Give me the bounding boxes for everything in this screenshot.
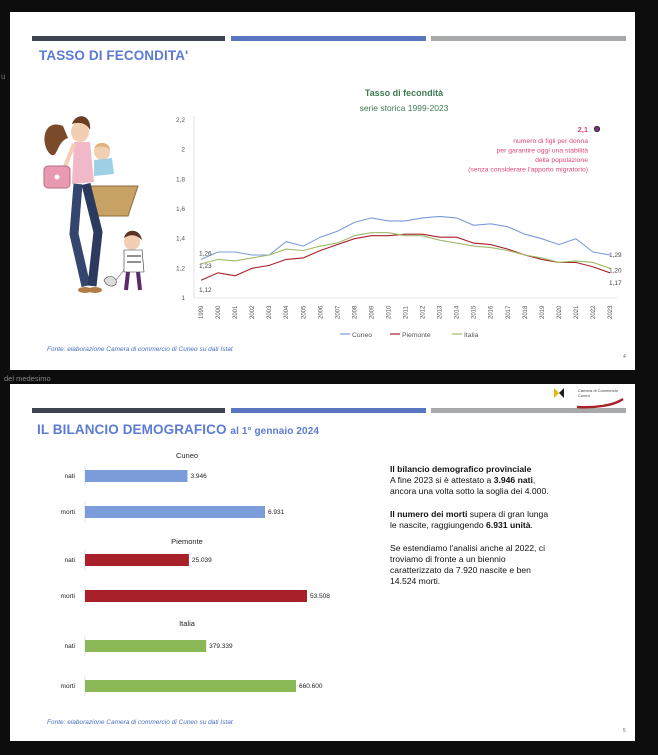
- category-label: morti: [60, 683, 75, 690]
- text: A fine 2023 si è attestato a: [390, 475, 494, 485]
- category-label: morti: [60, 509, 75, 516]
- x-tick-label: 2005: [301, 305, 308, 319]
- data-label: 379.339: [209, 643, 233, 650]
- text-bold: Il numero dei morti: [390, 509, 468, 519]
- bar-chart-title: Piemonte: [171, 537, 203, 546]
- x-tick-label: 2018: [522, 305, 529, 319]
- logo-emblem-icon: [553, 387, 565, 399]
- logo-swoosh-icon: [577, 399, 625, 408]
- annotation-text: numero di figli per donna: [513, 138, 588, 145]
- source-note: Fonte: elaborazione Camera di commercio di Cuneo su dati Istat: [47, 719, 233, 726]
- category-label: nati: [64, 557, 75, 564]
- x-tick-label: 2012: [420, 305, 427, 319]
- background-fragment-u: u: [1, 72, 6, 81]
- fertility-line-chart: [10, 12, 635, 370]
- start-value-label: 1,26: [199, 250, 212, 258]
- x-tick-label: 2004: [284, 305, 291, 319]
- bar-piemonte-nati: [85, 554, 189, 566]
- x-tick-label: 2010: [386, 305, 393, 319]
- x-tick-label: 2021: [573, 305, 580, 319]
- y-tick-label: 1: [181, 295, 185, 302]
- x-tick-label: 2014: [454, 305, 461, 319]
- bar-chart-title: Cuneo: [175, 451, 199, 460]
- analysis-text: [390, 464, 550, 599]
- end-value-label: 1,20: [609, 267, 622, 275]
- data-label: 6.931: [268, 509, 285, 516]
- annotation-text: per garantire oggi una stabilità: [496, 147, 588, 155]
- x-tick-label: 2016: [488, 305, 495, 319]
- text: , ancora una volta sotto la soglia dei 4.000.: [390, 475, 549, 496]
- chart-subtitle: serie storica 1999-2023: [359, 103, 449, 113]
- x-tick-label: 2022: [590, 305, 597, 319]
- x-tick-label: 2000: [216, 305, 223, 319]
- category-label: morti: [60, 593, 75, 600]
- chamber-logo: [553, 386, 625, 408]
- x-tick-label: 2017: [505, 305, 512, 319]
- x-tick-label: 2007: [335, 305, 342, 319]
- page-number: 5: [623, 728, 626, 734]
- slide-title-date: al 1° gennaio 2024: [230, 426, 320, 437]
- slide-fecondita: [10, 12, 635, 370]
- text-bold: 3.946 nati: [493, 475, 533, 485]
- y-tick-label: 1,4: [175, 235, 185, 243]
- paragraph-3: Se estendiamo l'analisi anche al 2022, ci troviamo di fronte a un biennio caratterizzato da 7.920 nascite e ben 14.524 morti.: [390, 543, 545, 586]
- chart-title: Tasso di fecondità: [364, 88, 444, 98]
- page-number: 4: [623, 354, 626, 360]
- x-tick-label: 2020: [556, 305, 563, 319]
- annotation-marker-icon: [594, 126, 600, 132]
- x-tick-label: 2006: [318, 305, 325, 319]
- bar-italia-morti: [85, 680, 296, 692]
- data-label: 3.946: [190, 473, 207, 480]
- slide-bilancio: [10, 384, 635, 741]
- header-bar-gray: [431, 408, 626, 413]
- source-note: Fonte: elaborazione Camera di commercio di Cuneo su dati Istat: [47, 346, 233, 353]
- x-tick-label: 1999: [199, 305, 205, 319]
- legend-label: Cuneo: [352, 332, 373, 339]
- x-tick-label: 2001: [233, 305, 240, 319]
- x-tick-label: 2013: [437, 305, 444, 319]
- annotation-value: 2,1: [577, 125, 588, 134]
- slide-title: TASSO DI FECONDITA': [39, 48, 189, 63]
- x-tick-label: 2009: [369, 305, 376, 319]
- y-tick-label: 1,2: [175, 265, 185, 273]
- bar-cuneo-morti: [85, 506, 265, 518]
- bar-italia-nati: [85, 640, 206, 652]
- paragraph-1: [390, 464, 550, 497]
- x-tick-label: 2023: [608, 305, 614, 319]
- x-tick-label: 2003: [267, 305, 274, 319]
- series-line-italia: [201, 233, 610, 269]
- slide-title-main: IL BILANCIO DEMOGRAFICO: [37, 422, 227, 437]
- x-tick-label: 2002: [250, 305, 257, 319]
- text: supera di gran lunga le nascite, raggiungendo: [390, 509, 549, 530]
- y-tick-label: 1,8: [175, 176, 185, 184]
- y-tick-label: 2: [181, 146, 185, 154]
- start-value-label: 1,23: [199, 262, 212, 270]
- annotation-text: della popolazione: [535, 157, 588, 164]
- text-bold: 6.931 unità: [486, 520, 531, 530]
- logo-text-line2: Cuneo: [578, 393, 590, 398]
- series-line-cuneo: [201, 216, 610, 259]
- legend-label: Piemonte: [402, 332, 431, 339]
- category-label: nati: [64, 643, 75, 650]
- bar-cuneo-nati: [85, 470, 188, 482]
- data-label: 53.508: [310, 593, 330, 600]
- paragraph-2: [390, 509, 550, 531]
- background-fragment-text: del medesimo: [4, 374, 51, 383]
- data-label: 660.600: [299, 683, 323, 690]
- data-label: 25.039: [191, 557, 212, 564]
- x-tick-label: 2015: [471, 305, 478, 319]
- end-value-label: 1,17: [609, 279, 622, 287]
- logo-text-line1: Camera di Commercio: [578, 388, 619, 393]
- y-tick-label: 2,2: [175, 117, 185, 124]
- end-value-label: 1,29: [609, 251, 622, 259]
- text-bold: Il bilancio demografico provinciale: [390, 464, 532, 474]
- x-tick-label: 2019: [539, 305, 546, 319]
- y-tick-label: 1,6: [175, 206, 185, 213]
- x-tick-label: 2008: [352, 305, 359, 319]
- bar-piemonte-morti: [85, 590, 307, 602]
- start-value-label: 1,12: [199, 287, 212, 295]
- bar-chart-title: Italia: [179, 619, 195, 628]
- x-tick-label: 2011: [403, 306, 410, 319]
- text: .: [530, 520, 533, 530]
- annotation-text: (senza considerare l'apporto migratorio): [468, 166, 588, 174]
- demographic-bar-charts: [10, 384, 370, 690]
- category-label: nati: [64, 473, 75, 480]
- legend-label: Italia: [464, 332, 479, 339]
